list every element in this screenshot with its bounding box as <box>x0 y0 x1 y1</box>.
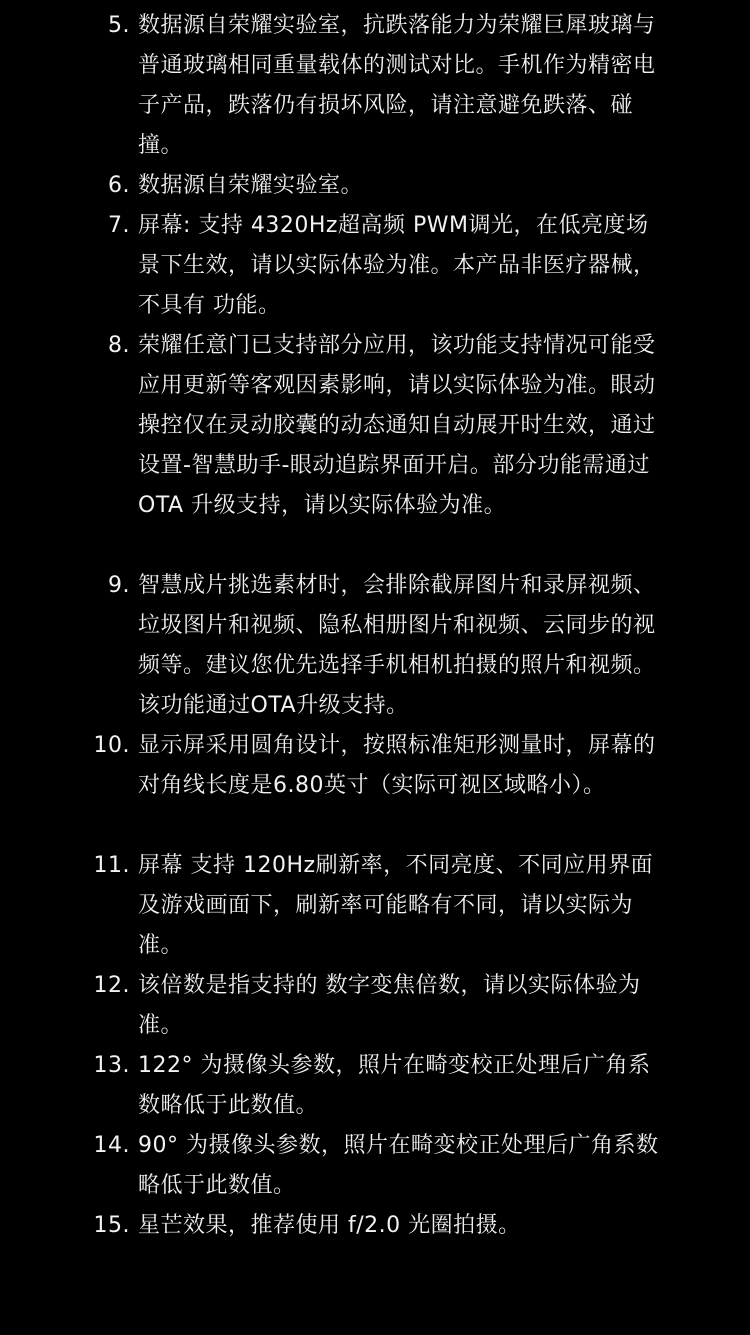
footnote-number: 13. <box>93 1053 130 1078</box>
footnote-number: 11. <box>93 853 130 878</box>
footnote-text: 数据源自荣耀实验室。 <box>138 173 364 198</box>
footnote-text: 该倍数是指支持的 数字变焦倍数，请以实际体验为准。 <box>138 973 641 1038</box>
footnote-text: 智慧成片挑选素材时，会排除截屏图片和录屏视频、垃圾图片和视频、隐私相册图片和视频、云同步的视频等。建议您优先选择手机相机拍摄的照片和视频。该功能通过OTA升级支持。 <box>138 573 656 718</box>
footnote-number: 9. <box>108 573 130 598</box>
footnote-item-9 <box>0 566 750 726</box>
footnote-item-6 <box>0 166 750 206</box>
footnote-text: 屏幕 支持 120Hz刷新率，不同亮度、不同应用界面及游戏画面下，刷新率可能略有不同，请以实际为准。 <box>138 853 654 958</box>
footnote-text: 星芒效果，推荐使用 f/2.0 光圈拍摄。 <box>138 1213 521 1238</box>
footnote-number: 8. <box>108 333 130 358</box>
footnote-number: 10. <box>93 733 130 758</box>
footnote-number: 7. <box>108 213 130 238</box>
footnote-number: 12. <box>93 973 130 998</box>
footnote-item-14 <box>0 1126 750 1206</box>
footnote-item-12 <box>0 966 750 1046</box>
footnote-item-5 <box>0 6 750 166</box>
footnote-number: 14. <box>93 1133 130 1158</box>
footnote-text: 显示屏采用圆角设计，按照标准矩形测量时，屏幕的对角线长度是6.80英寸（实际可视区域略小）。 <box>138 733 656 798</box>
footnote-number: 6. <box>108 173 130 198</box>
footnote-item-7 <box>0 206 750 326</box>
footnote-text: 90° 为摄像头参数，照片在畸变校正处理后广角系数略低于此数值。 <box>138 1133 659 1198</box>
footnote-text: 荣耀任意门已支持部分应用，该功能支持情况可能受应用更新等客观因素影响，请以实际体验为准。眼动操控仅在灵动胶囊的动态通知自动展开时生效，通过设置-智慧助手-眼动追踪界面开启。部分功能需通过 OTA 升级支持，请以实际体验为准。 <box>138 333 656 518</box>
footnote-text: 122° 为摄像头参数，照片在畸变校正处理后广角系数略低于此数值。 <box>138 1053 651 1118</box>
footnote-item-13 <box>0 1046 750 1126</box>
footnote-text: 数据源自荣耀实验室，抗跌落能力为荣耀巨犀玻璃与普通玻璃相同重量载体的测试对比。手机作为精密电子产品，跌落仍有损坏风险，请注意避免跌落、碰撞。 <box>138 13 656 158</box>
footnote-item-11 <box>0 846 750 966</box>
footnote-item-8 <box>0 326 750 526</box>
footnote-text: 屏幕: 支持 4320Hz超高频 PWM调光，在低亮度场景下生效，请以实际体验为准。本产品非医疗器械，不具有 功能。 <box>138 213 656 318</box>
footnote-number: 5. <box>108 13 130 38</box>
footnote-number: 15. <box>93 1213 130 1238</box>
footnote-item-15 <box>0 1206 750 1246</box>
footnote-item-10 <box>0 726 750 806</box>
